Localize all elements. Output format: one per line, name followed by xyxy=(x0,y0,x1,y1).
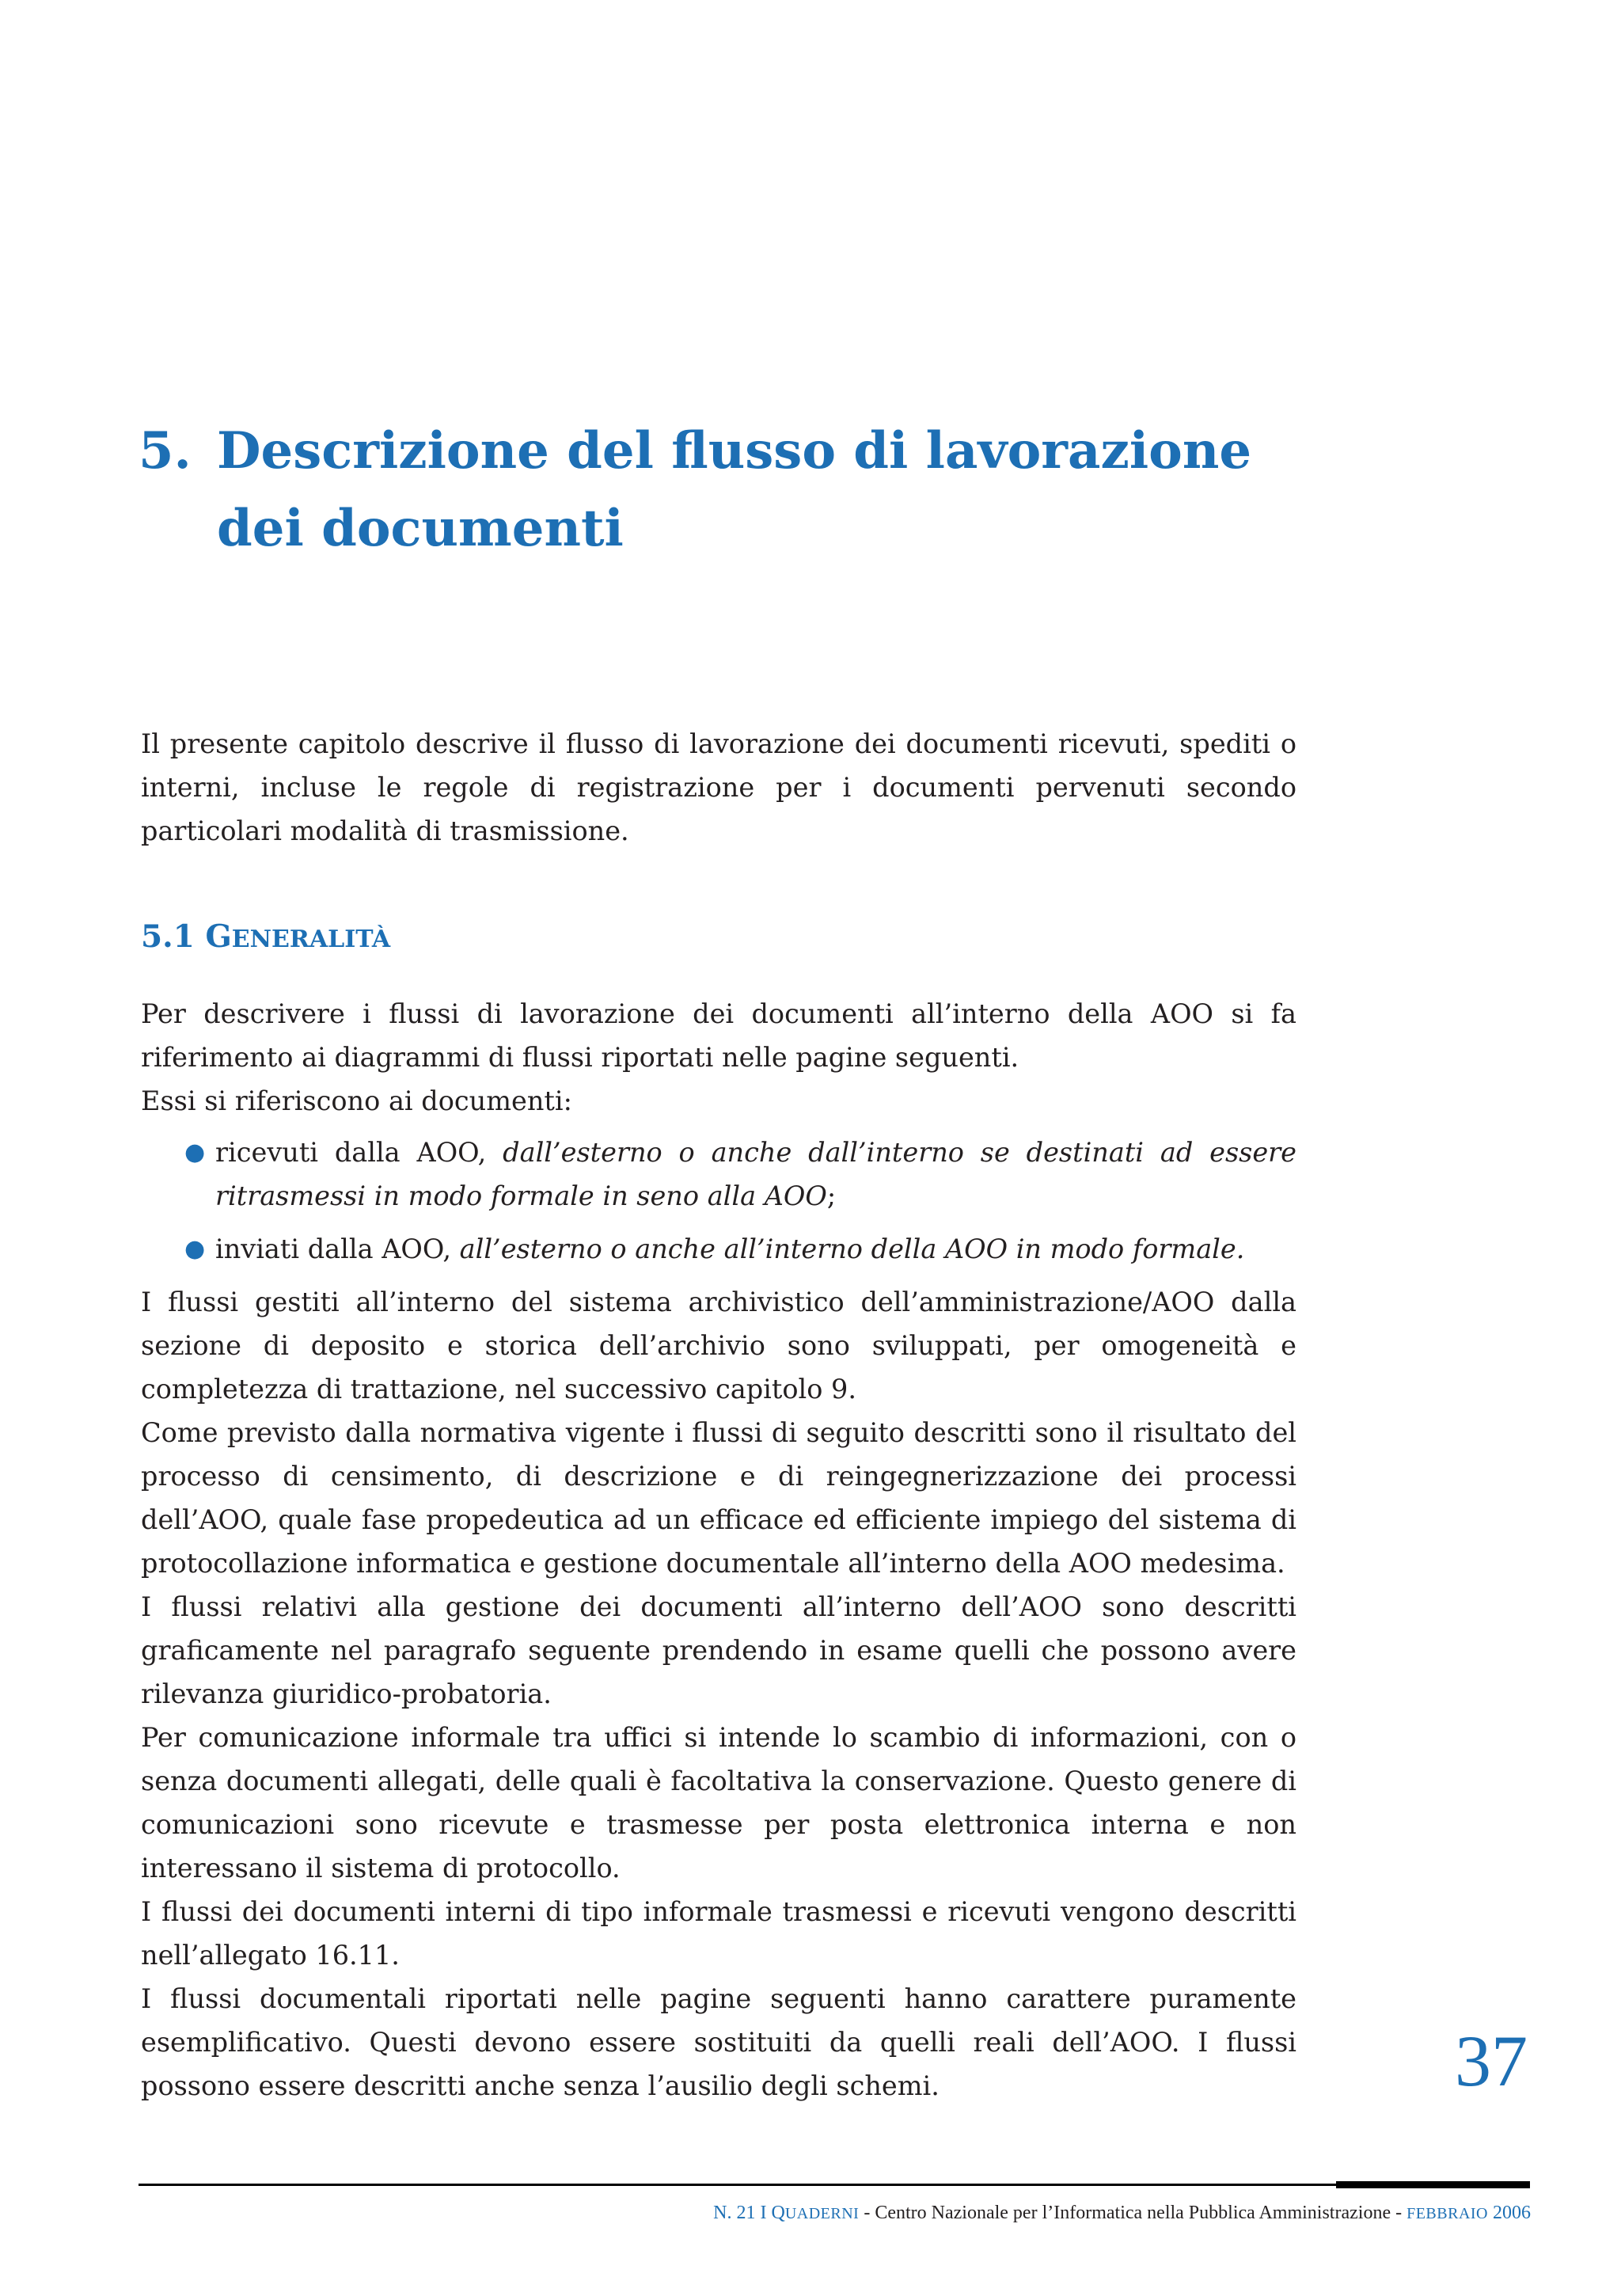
footer-issue-prefix: N xyxy=(713,2203,727,2223)
paragraph-6: Per comunicazione informale tra uffici si intende lo scambio di informazioni, con o senza documenti allegati, delle quali è facoltativa la conservazione. Questo genere di comunicazioni sono ricevute e trasmesse per posta elettronica interna e non interessano il sistema di protocollo. xyxy=(141,1722,1296,1884)
bullet-icon: ● xyxy=(184,1235,206,1263)
list-item xyxy=(141,1227,1296,1271)
paragraph-7: I flussi dei documenti interni di tipo informale trasmessi e ricevuti vengono descritti nell’allegato 16.11. xyxy=(141,1896,1296,1971)
section-title-initial: G xyxy=(205,918,232,955)
footer-series-rest: UADERNI xyxy=(784,2205,860,2222)
footer-issue xyxy=(713,2203,859,2223)
footer-series-initial: Q xyxy=(771,2203,785,2223)
paragraph-2: Essi si riferiscono ai documenti: xyxy=(141,1085,572,1116)
paragraph-5: I flussi relativi alla gestione dei documenti all’interno dell’AOO sono descritti graficamente nel paragrafo seguente prendendo in esame quelli che possono avere rilevanza giuridico-probatoria. xyxy=(141,1591,1296,1709)
footer xyxy=(713,2203,1531,2224)
list-item-tail: ; xyxy=(826,1180,837,1211)
paragraph-1: Per descrivere i flussi di lavorazione dei documenti all’interno della AOO si fa riferimento ai diagrammi di flussi riportati nelle pagine seguenti. xyxy=(141,998,1296,1073)
list-item-italic: dall’esterno o anche dall’interno se destinati ad essere ritrasmessi in modo formale in seno alla AOO xyxy=(215,1137,1296,1211)
intro-paragraph xyxy=(141,722,1296,853)
footer-issue-rest: . 21 I xyxy=(727,2203,772,2223)
paragraph-8: I flussi documentali riportati nelle pagine seguenti hanno carattere puramente esemplificativo. Questi devono essere sostituiti da quelli reali dell’AOO. I flussi possono essere descritti anche senza l’ausilio degli schemi. xyxy=(141,1983,1296,2101)
section-heading xyxy=(141,918,390,955)
section-title-rest: ENERALITÀ xyxy=(231,926,391,953)
chapter-title-text: Descrizione del flusso di lavorazione dei documenti xyxy=(217,420,1252,558)
footer-rule-accent xyxy=(1336,2181,1530,2188)
chapter-title xyxy=(139,412,1326,568)
footer-year: 2006 xyxy=(1488,2203,1531,2223)
footer-date xyxy=(1407,2203,1531,2223)
list-item xyxy=(141,1131,1296,1218)
footer-rule xyxy=(139,2184,1530,2186)
list-item-text: ricevuti dalla AOO, xyxy=(215,1137,503,1168)
list-item-italic: all’esterno o anche all’interno della AOO in modo formale. xyxy=(459,1234,1245,1264)
paragraph-3: I flussi gestiti all’interno del sistema archivistico dell’amministrazione/AOO dalla sezione di deposito e storica dell’archivio sono sviluppati, per omogeneità e completezza di trattazione, nel successivo capitolo 9. xyxy=(141,1287,1296,1405)
page-number: 37 xyxy=(1455,2020,1528,2101)
footer-month: FEBBRAIO xyxy=(1407,2205,1488,2222)
chapter-number: 5. xyxy=(139,420,192,481)
footer-publisher: - Centro Nazionale per l’Informatica nella Pubblica Amministrazione - xyxy=(859,2203,1407,2223)
intro-text: Il presente capitolo descrive il flusso di lavorazione dei documenti ricevuti, spediti o interni, incluse le regole di registrazione per i documenti pervenuti secondo particolari modalità di trasmissione. xyxy=(141,728,1296,846)
bullet-list xyxy=(141,1131,1296,1271)
section-number: 5.1 xyxy=(141,918,195,955)
list-item-text: inviati dalla AOO, xyxy=(215,1234,460,1264)
section-body xyxy=(141,992,1296,2108)
bullet-icon: ● xyxy=(184,1138,206,1166)
paragraph-4: Come previsto dalla normativa vigente i flussi di seguito descritti sono il risultato del processo di censimento, di descrizione e di reingegnerizzazione dei processi dell’AOO, quale fase propedeutica ad un efficace ed efficiente impiego del sistema di protocollazione informatica e gestione documentale all’interno della AOO medesima. xyxy=(141,1417,1296,1579)
section-title xyxy=(205,918,390,955)
